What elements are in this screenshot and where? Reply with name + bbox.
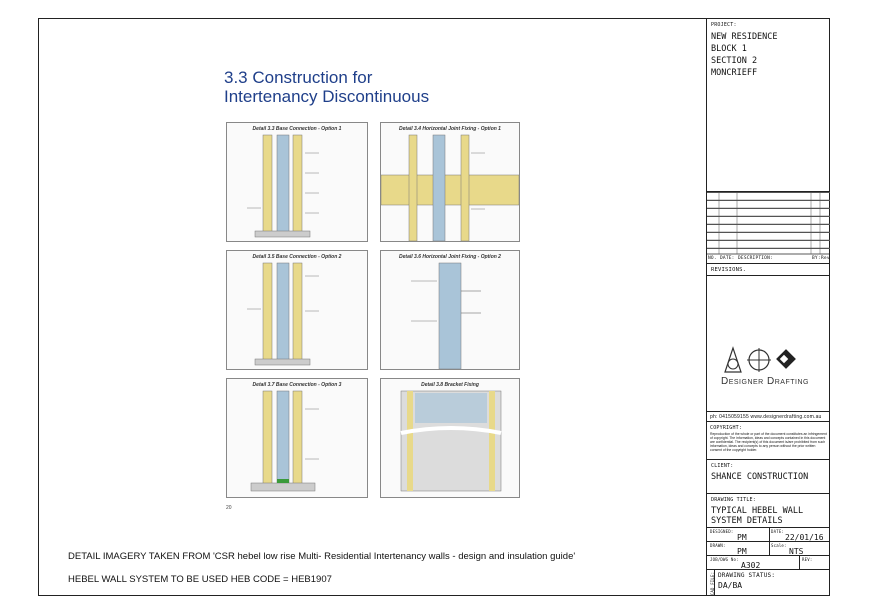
rev-header-rev: Rev	[821, 256, 830, 261]
copyright-text: Reproduction of the whole or part of the document constitutes an infringement of copyright. The information, ideas and concepts contained in this document are confidential. The recipient(s) of this document is/are prohibited from such information, ideas and concepts to any person without the prior written consent of the copyright holder.	[710, 432, 827, 452]
status-cell	[707, 570, 830, 596]
drawn-label: DRAWN:	[710, 543, 726, 548]
company-name: Designer Drafting	[721, 376, 809, 387]
job-rev-row	[707, 556, 830, 570]
designed-value: PM	[737, 533, 747, 542]
drawn-scale-row	[707, 542, 830, 556]
cad-file-label: CAD FILE:	[710, 571, 716, 596]
copyright-label: COPYRIGHT:	[710, 425, 743, 431]
designed-date-row	[707, 528, 830, 542]
drawing-title-cell	[707, 494, 830, 528]
scale-value: NTS	[789, 547, 804, 556]
client-label: CLIENT:	[711, 463, 734, 469]
panel-caption: Detail 3.4 Horizontal Joint Fixing - Option 1	[399, 126, 501, 132]
rev-header-date: DATE:	[720, 256, 735, 261]
revisions-label-cell	[707, 264, 830, 276]
title-block	[707, 18, 830, 596]
section-title-line-1: 3.3 Construction for	[224, 68, 373, 87]
status-label: DRAWING STATUS:	[718, 572, 776, 579]
horizontal-joint-1-drawing	[381, 123, 519, 241]
job-label: JOB/DWG No:	[710, 557, 739, 562]
revision-table	[707, 192, 830, 264]
company-cell	[707, 276, 830, 412]
designed-label: DESIGNED:	[710, 529, 734, 534]
client-name: SHANCE CONSTRUCTION	[711, 472, 809, 482]
job-value: A302	[741, 561, 761, 570]
revisions-label: REVISIONS.	[711, 267, 747, 273]
project-cell	[707, 18, 830, 192]
footer-note-hebel-code: HEBEL WALL SYSTEM TO BE USED HEB CODE = HEB1907	[68, 574, 332, 585]
drawing-title-label: DRAWING TITLE:	[711, 497, 756, 503]
panel-caption: Detail 3.5 Base Connection - Option 2	[252, 254, 342, 260]
project-line-3: SECTION 2	[711, 56, 758, 66]
drawn-value: PM	[737, 547, 747, 556]
base-connection-2-drawing	[227, 251, 367, 369]
copyright-cell	[707, 422, 830, 460]
section-title-line-2: Intertenancy Discontinuous	[224, 87, 430, 106]
detail-panel-3-4	[380, 122, 520, 242]
panel-caption: Detail 3.6 Horizontal Joint Fixing - Option 2	[399, 254, 501, 260]
detail-panel-3-6	[380, 250, 520, 370]
contact-cell	[707, 412, 830, 422]
detail-panel-3-7	[226, 378, 368, 498]
panel-caption: Detail 3.8 Bracket Fixing	[421, 382, 479, 388]
detail-panel-3-8	[380, 378, 520, 498]
date-value: 22/01/16	[785, 533, 824, 542]
detail-panel-3-5	[226, 250, 368, 370]
revision-grid-lines	[707, 192, 830, 264]
status-value: DA/BA	[718, 581, 743, 590]
horizontal-joint-2-drawing	[381, 251, 519, 369]
rev-header-by: BY:	[812, 256, 821, 261]
panel-caption: Detail 3.7 Base Connection - Option 3	[252, 382, 342, 388]
contact-text: ph: 0415059155 www.designerdrafting.com.au	[710, 414, 822, 420]
project-line-1: NEW RESIDENCE	[711, 32, 778, 42]
drawing-title-line-1: TYPICAL HEBEL WALL	[711, 506, 804, 516]
project-line-2: BLOCK 1	[711, 44, 747, 54]
footer-note-source: DETAIL IMAGERY TAKEN FROM 'CSR hebel low rise Multi- Residential Intertenancy walls - design and insulation guide'	[68, 551, 576, 562]
rev-header-no: NO.	[708, 256, 717, 261]
rev-header-description: DESCRIPTION:	[738, 256, 773, 261]
bracket-fixing-drawing	[381, 379, 519, 497]
base-connection-3-drawing	[227, 379, 367, 497]
detail-panel-3-3	[226, 122, 368, 242]
project-label: PROJECT:	[711, 22, 737, 28]
section-title	[224, 68, 429, 106]
rev-label: REV:	[802, 557, 813, 562]
project-line-4: MONCRIEFF	[711, 68, 758, 78]
scale-label: Scale:	[771, 543, 787, 548]
base-connection-1-drawing	[227, 123, 367, 241]
date-label: DATE:	[771, 529, 785, 534]
page-number: 20	[226, 505, 232, 511]
client-cell	[707, 460, 830, 494]
drawing-title-line-2: SYSTEM DETAILS	[711, 516, 783, 526]
panel-caption: Detail 3.3 Base Connection - Option 1	[252, 126, 342, 132]
